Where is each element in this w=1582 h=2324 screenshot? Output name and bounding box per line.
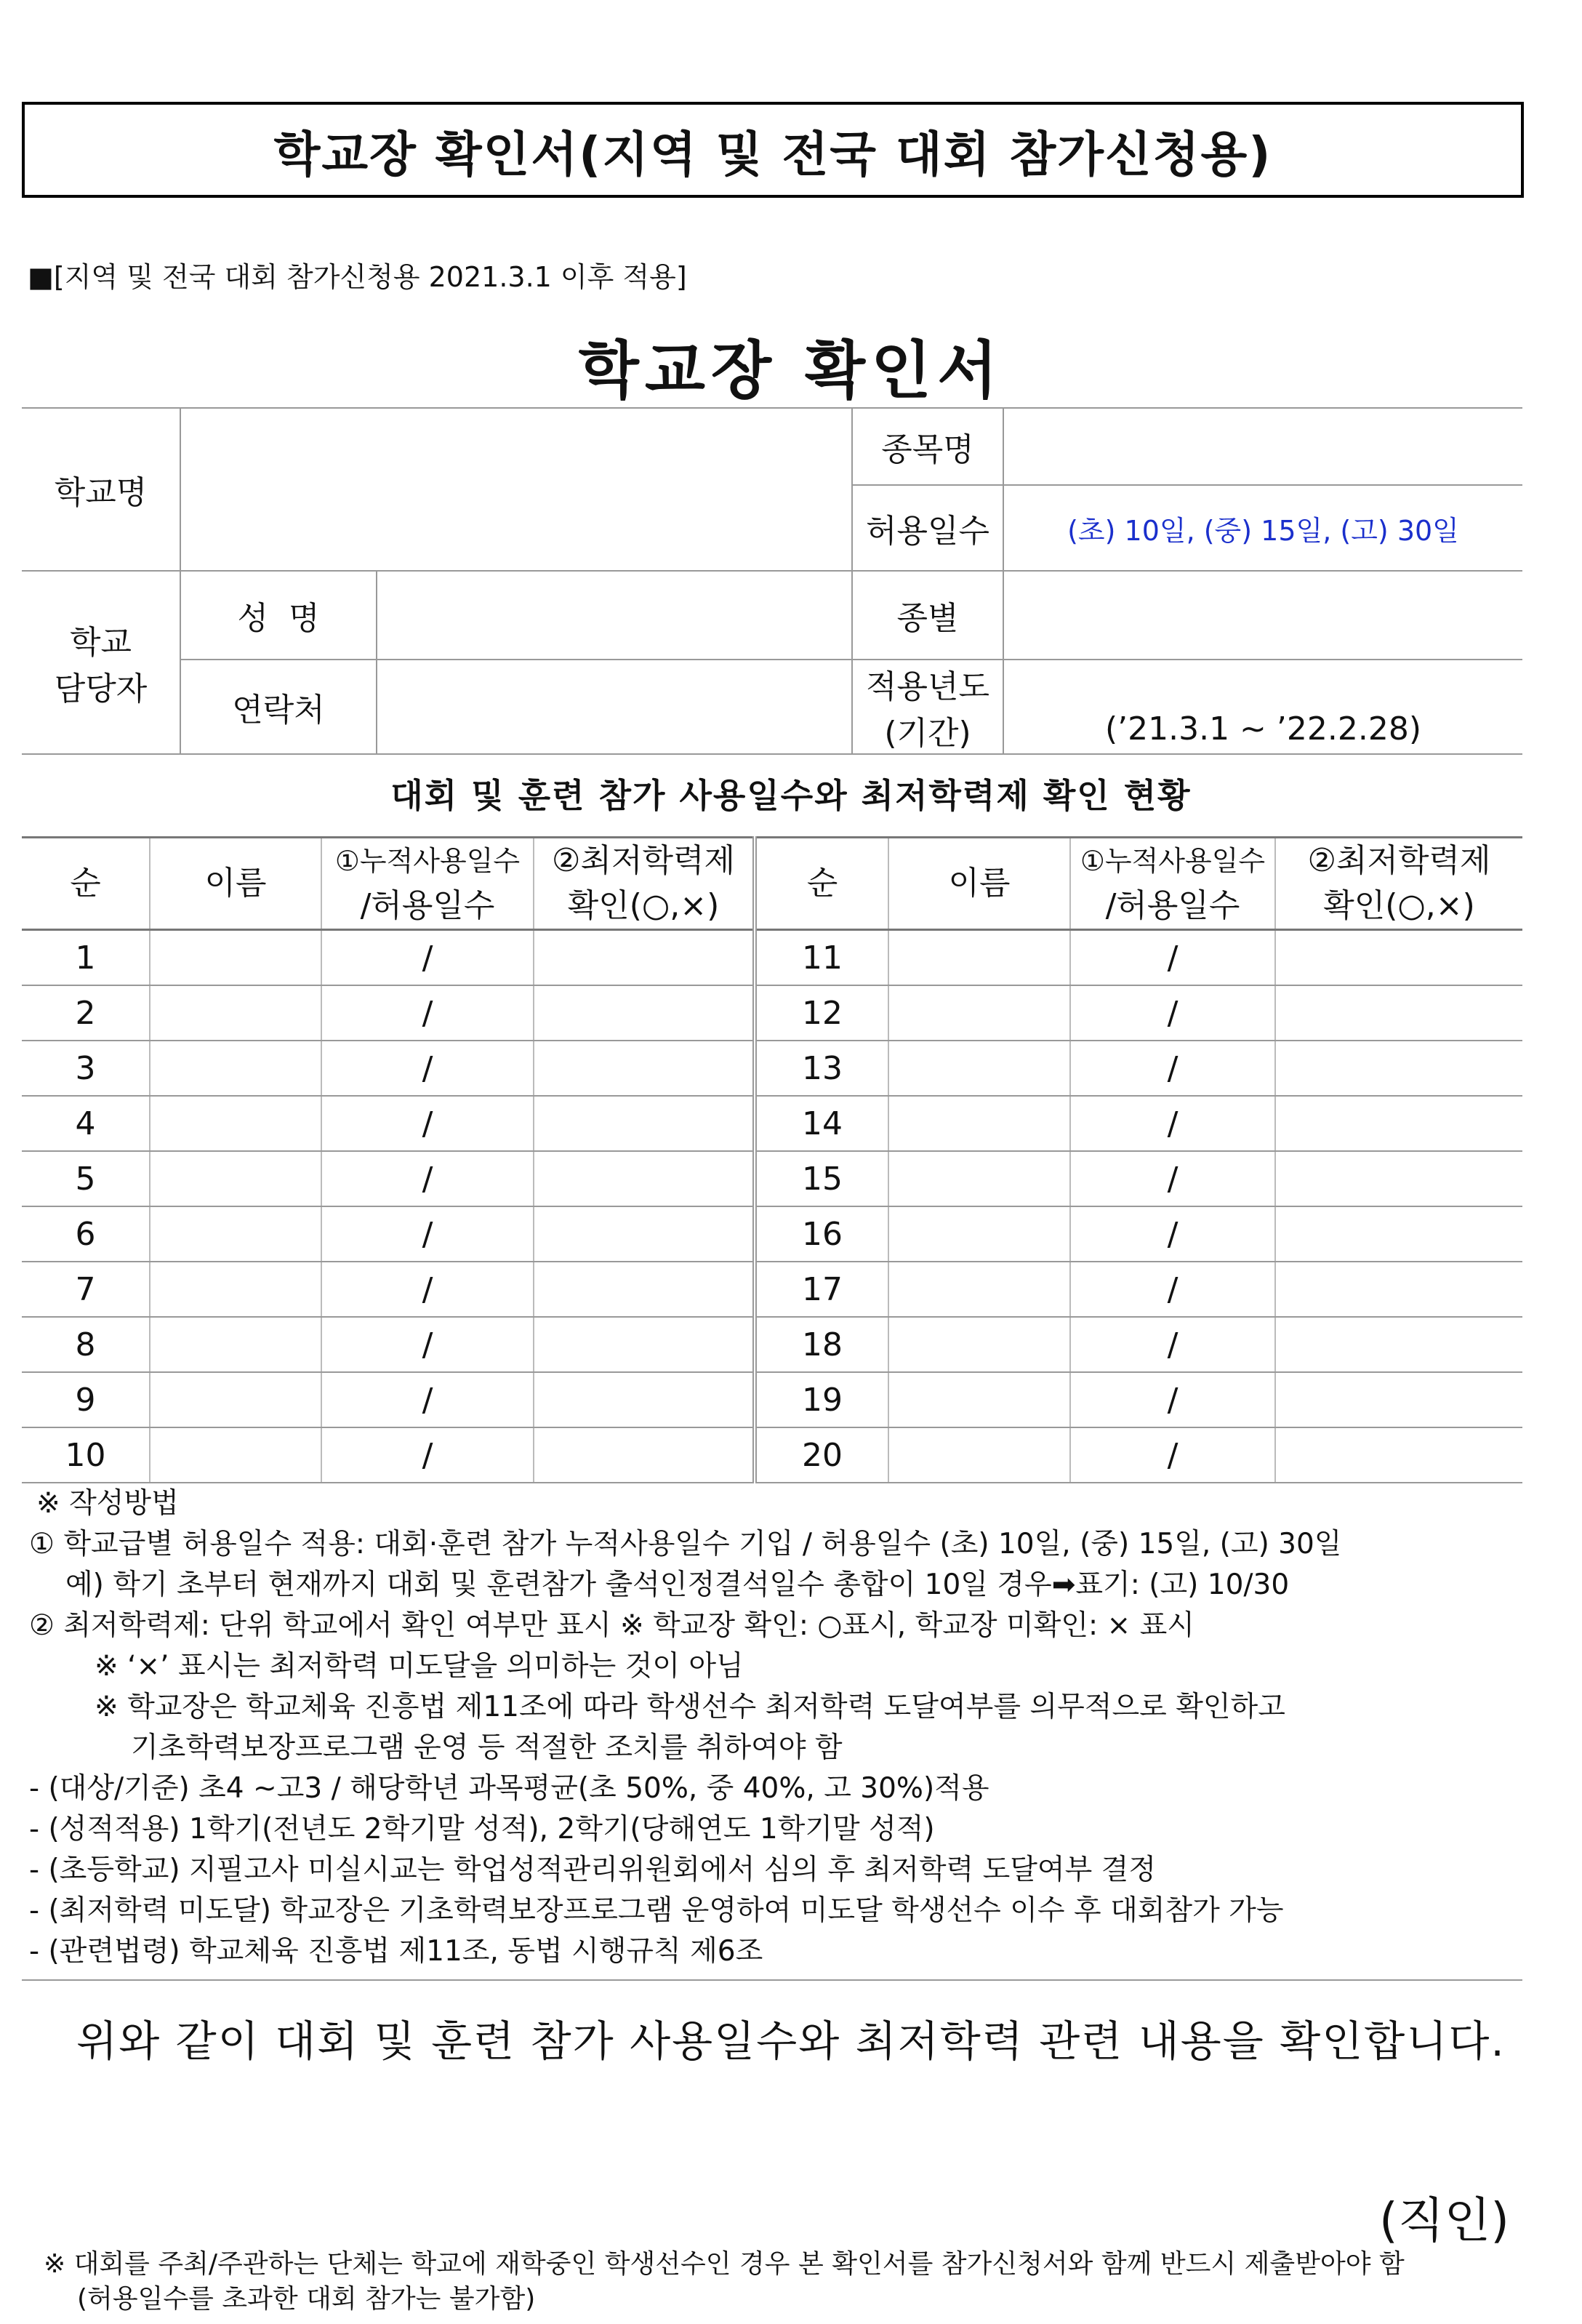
header-no-right: 순: [755, 838, 888, 930]
name-cell[interactable]: [150, 1317, 321, 1372]
name-cell[interactable]: [150, 1151, 321, 1206]
academic-check-cell[interactable]: [1275, 1096, 1522, 1151]
academic-check-cell[interactable]: [1275, 1262, 1522, 1317]
name-cell[interactable]: [888, 930, 1070, 986]
table-row: [22, 1427, 1522, 1483]
academic-check-cell[interactable]: [534, 985, 755, 1041]
days-cell[interactable]: /: [321, 1206, 534, 1262]
academic-check-cell[interactable]: [1275, 985, 1522, 1041]
table-row: [22, 1041, 1522, 1096]
roster-header-row: [22, 838, 1522, 930]
header-academic-line2: 확인(○,×): [567, 887, 720, 924]
row-number: 4: [22, 1096, 150, 1151]
name-cell[interactable]: [150, 1041, 321, 1096]
name-cell[interactable]: [888, 1317, 1070, 1372]
instruction-line: ※ 작성방법: [36, 1487, 179, 1520]
period-label-line2: (기간): [884, 715, 971, 752]
name-cell[interactable]: [150, 1206, 321, 1262]
instructions-block: [29, 1483, 1556, 1972]
academic-check-cell[interactable]: [534, 1151, 755, 1206]
table-row: [22, 930, 1522, 986]
row-number: 7: [22, 1262, 150, 1317]
event-label: 종목명: [852, 408, 1003, 485]
name-cell[interactable]: [888, 1096, 1070, 1151]
row-number: 2: [22, 985, 150, 1041]
days-cell[interactable]: /: [321, 1372, 534, 1427]
divider: [22, 1979, 1522, 1981]
row-number: 1: [22, 930, 150, 986]
academic-check-cell[interactable]: [1275, 1151, 1522, 1206]
academic-check-cell[interactable]: [534, 1041, 755, 1096]
name-cell[interactable]: [150, 1372, 321, 1427]
days-cell[interactable]: /: [1070, 930, 1275, 986]
instruction-line: 예) 학기 초부터 현재까지 대회 및 훈련참가 출석인정결석일수 총합이 10일 경우➡표기: (고) 10/30: [65, 1568, 1290, 1601]
days-cell[interactable]: /: [1070, 1317, 1275, 1372]
days-cell[interactable]: /: [1070, 1372, 1275, 1427]
academic-check-cell[interactable]: [1275, 1427, 1522, 1483]
instruction-line: ② 최저학력제: 단위 학교에서 확인 여부만 표시 ※ 학교장 확인: ○표시, 학교장 미확인: × 표시: [29, 1609, 1194, 1642]
table-row: [22, 985, 1522, 1041]
academic-check-cell[interactable]: [534, 1206, 755, 1262]
row-number: 13: [755, 1041, 888, 1096]
header-no-left: 순: [22, 838, 150, 930]
academic-check-cell[interactable]: [1275, 1372, 1522, 1427]
header-days-left: [321, 838, 534, 930]
header-days-line1: ①누적사용일수: [334, 845, 521, 877]
days-cell[interactable]: /: [1070, 1427, 1275, 1483]
days-cell[interactable]: /: [321, 985, 534, 1041]
footnote-line2: (허용일수를 초과한 대회 참가는 불가함): [77, 2284, 536, 2314]
header-name-right: 이름: [888, 838, 1070, 930]
confirmation-statement: 위와 같이 대회 및 훈련 참가 사용일수와 최저학력 관련 내용을 확인합니다.: [76, 2016, 1506, 2066]
row-number: 14: [755, 1096, 888, 1151]
staff-name-label: 성 명: [180, 571, 377, 660]
period-label-line1: 적용년도: [865, 668, 989, 705]
instruction-line: ※ ‘×’ 표시는 최저학력 미도달을 의미하는 것이 아님: [95, 1650, 744, 1683]
days-cell[interactable]: /: [1070, 1096, 1275, 1151]
allowed-days-label: 허용일수: [852, 485, 1003, 571]
name-cell[interactable]: [888, 1151, 1070, 1206]
academic-check-cell[interactable]: [534, 1096, 755, 1151]
name-cell[interactable]: [150, 1427, 321, 1483]
row-number: 5: [22, 1151, 150, 1206]
header-name-left: 이름: [150, 838, 321, 930]
table-row: [22, 1262, 1522, 1317]
name-cell[interactable]: [150, 985, 321, 1041]
name-cell[interactable]: [888, 1206, 1070, 1262]
footnote: [44, 2247, 1405, 2317]
name-cell[interactable]: [150, 1096, 321, 1151]
roster-subheading: 대회 및 훈련 참가 사용일수와 최저학력제 확인 현황: [390, 776, 1192, 815]
period-value: (’21.3.1 ~ ’22.2.28): [1003, 660, 1522, 754]
name-cell[interactable]: [888, 1041, 1070, 1096]
footnote-line1: ※ 대회를 주최/주관하는 단체는 학교에 재학중인 학생선수인 경우 본 확인서를 참가신청서와 함께 반드시 제출받아야 함: [44, 2249, 1405, 2279]
header-days-line1: ①누적사용일수: [1080, 845, 1266, 877]
table-row: [22, 1151, 1522, 1206]
school-info-table: [22, 407, 1522, 755]
school-name-label: 학교명: [22, 408, 180, 571]
roster-table: [22, 836, 1522, 1483]
instruction-line: - (초등학교) 지필고사 미실시교는 학업성적관리위원회에서 심의 후 최저학력 도달여부 결정: [29, 1854, 1157, 1886]
days-cell[interactable]: /: [321, 1041, 534, 1096]
header-academic-left: [534, 838, 755, 930]
table-row: [22, 1096, 1522, 1151]
table-row: [22, 1372, 1522, 1427]
staff-contact-label: 연락처: [180, 660, 377, 754]
header-academic-line1: ②최저학력제: [1307, 842, 1491, 879]
official-seal-label: (직인): [1378, 2192, 1509, 2248]
header-academic-line2: 확인(○,×): [1323, 887, 1475, 924]
academic-check-cell[interactable]: [534, 930, 755, 986]
academic-check-cell[interactable]: [534, 1372, 755, 1427]
row-number: 12: [755, 985, 888, 1041]
name-cell[interactable]: [150, 1262, 321, 1317]
event-field[interactable]: [1003, 408, 1522, 485]
instruction-line: - (성적적용) 1학기(전년도 2학기말 성적), 2학기(당해연도 1학기말 성적): [29, 1813, 935, 1846]
row-number: 6: [22, 1206, 150, 1262]
days-cell[interactable]: /: [1070, 1206, 1275, 1262]
academic-check-cell[interactable]: [534, 1427, 755, 1483]
allowed-days-value: (초) 10일, (중) 15일, (고) 30일: [1003, 485, 1522, 571]
row-number: 8: [22, 1317, 150, 1372]
name-cell[interactable]: [888, 1262, 1070, 1317]
header-days-right: [1070, 838, 1275, 930]
instruction-line: - (관련법령) 학교체육 진흥법 제11조, 동법 시행규칙 제6조: [29, 1935, 763, 1968]
instruction-line: 기초학력보장프로그램 운영 등 적절한 조치를 취하여야 함: [131, 1731, 843, 1764]
category-field[interactable]: [1003, 571, 1522, 660]
days-cell[interactable]: /: [321, 1096, 534, 1151]
document-banner-title: 학교장 확인서(지역 및 전국 대회 참가신청용): [22, 102, 1524, 198]
name-cell[interactable]: [888, 1372, 1070, 1427]
instruction-line: - (최저학력 미도달) 학교장은 기초학력보장프로그램 운영하여 미도달 학생선수 이수 후 대회참가 가능: [29, 1894, 1284, 1927]
days-cell[interactable]: /: [1070, 1151, 1275, 1206]
academic-check-cell[interactable]: [1275, 1041, 1522, 1096]
row-number: 11: [755, 930, 888, 986]
academic-check-cell[interactable]: [534, 1262, 755, 1317]
row-number: 20: [755, 1427, 888, 1483]
header-academic-line1: ②최저학력제: [552, 842, 735, 879]
row-number: 3: [22, 1041, 150, 1096]
days-cell[interactable]: /: [1070, 1041, 1275, 1096]
instruction-line: - (대상/기준) 초4 ~고3 / 해당학년 과목평균(초 50%, 중 40%, 고 30%)적용: [29, 1772, 989, 1805]
row-number: 16: [755, 1206, 888, 1262]
days-cell[interactable]: /: [1070, 985, 1275, 1041]
name-cell[interactable]: [888, 985, 1070, 1041]
days-cell[interactable]: /: [321, 1317, 534, 1372]
row-number: 15: [755, 1151, 888, 1206]
academic-check-cell[interactable]: [1275, 1206, 1522, 1262]
period-label: [852, 660, 1003, 754]
row-number: 17: [755, 1262, 888, 1317]
academic-check-cell[interactable]: [1275, 930, 1522, 986]
school-name-field[interactable]: [180, 408, 852, 571]
academic-check-cell[interactable]: [1275, 1317, 1522, 1372]
table-row: [22, 1317, 1522, 1372]
days-cell[interactable]: /: [321, 1151, 534, 1206]
name-cell[interactable]: [888, 1427, 1070, 1483]
staff-label-line1: 학교: [69, 624, 132, 661]
name-cell[interactable]: [150, 930, 321, 986]
page-title: 학교장 확인서: [578, 334, 1004, 407]
row-number: 19: [755, 1372, 888, 1427]
header-days-line2: /허용일수: [1105, 887, 1240, 924]
applicability-note: ■[지역 및 전국 대회 참가신청용 2021.3.1 이후 적용]: [28, 261, 687, 293]
category-label: 종별: [852, 571, 1003, 660]
instruction-line: ※ 학교장은 학교체육 진흥법 제11조에 따라 학생선수 최저학력 도달여부를 의무적으로 확인하고: [95, 1691, 1285, 1723]
header-days-line2: /허용일수: [360, 887, 495, 924]
days-cell[interactable]: /: [321, 1262, 534, 1317]
staff-label-line2: 담당자: [54, 670, 148, 708]
academic-check-cell[interactable]: [534, 1317, 755, 1372]
staff-contact-field[interactable]: [377, 660, 852, 754]
staff-label: [22, 571, 180, 754]
days-cell[interactable]: /: [321, 1427, 534, 1483]
table-row: [22, 1206, 1522, 1262]
days-cell[interactable]: /: [1070, 1262, 1275, 1317]
instruction-line: ① 학교급별 허용일수 적용: 대회·훈련 참가 누적사용일수 기입 / 허용일수 (초) 10일, (중) 15일, (고) 30일: [29, 1528, 1342, 1560]
row-number: 9: [22, 1372, 150, 1427]
header-academic-right: [1275, 838, 1522, 930]
staff-name-field[interactable]: [377, 571, 852, 660]
row-number: 18: [755, 1317, 888, 1372]
days-cell[interactable]: /: [321, 930, 534, 986]
row-number: 10: [22, 1427, 150, 1483]
